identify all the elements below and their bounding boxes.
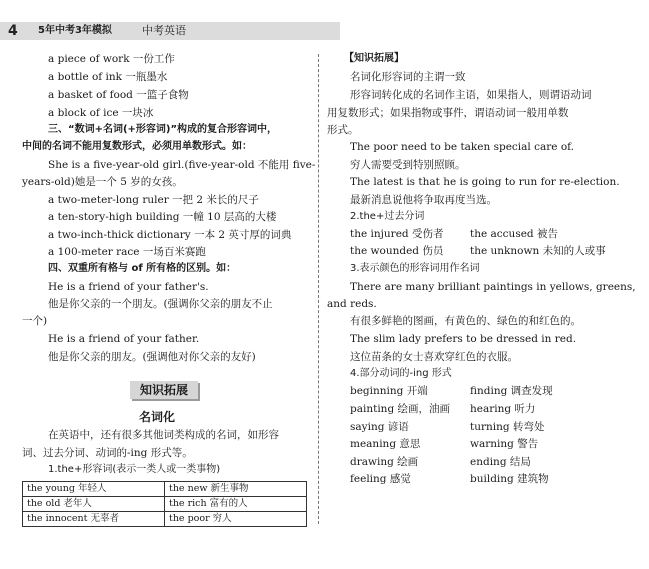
- rule-heading-3-cont: 中间的名词不能用复数形式，必须用单数形式。如：: [22, 141, 252, 152]
- term-item: the wounded 伤员: [350, 245, 444, 257]
- term-item: beginning 开端: [350, 385, 428, 397]
- rule-2: 2.the+过去分词: [350, 211, 425, 222]
- table-cell: the old 老年人: [23, 497, 165, 512]
- example-sentence: She is a five-year-old girl.(five-year-old 不能用 five-: [48, 159, 316, 171]
- series-title: 5年中考3年模拟: [38, 25, 112, 36]
- example-sentence: There are many brilliant paintings in yellows, greens,: [350, 281, 636, 293]
- table-row: [23, 482, 307, 497]
- text-line: 形容词转化成的名词作主语，如果指人，则谓语动词: [350, 89, 592, 101]
- term-item: warning 警告: [470, 438, 539, 450]
- table-cell: the poor 穷人: [165, 512, 307, 527]
- paragraph-line: 在英语中，还有很多其他词类构成的名词，如形容: [48, 429, 279, 441]
- text-line: a basket of food 一篮子食物: [48, 89, 189, 101]
- text-line: 用复数形式；如果指物或事件，谓语动词一般用单数: [327, 107, 569, 119]
- term-item: the injured 受伤者: [350, 228, 444, 240]
- term-item: drawing 绘画: [350, 456, 419, 468]
- term-item: ending 结局: [470, 456, 531, 468]
- example-translation: 他是你父亲的朋友。(强调他对你父亲的友好): [48, 351, 256, 363]
- example-sentence: The latest is that he is going to run for re-election.: [350, 176, 620, 188]
- example-translation: 有很多鲜艳的图画，有黄色的、绿色的和红色的。: [350, 315, 581, 327]
- term-item: hearing 听力: [470, 403, 536, 415]
- term-item: saying 谚语: [350, 421, 409, 433]
- example-sentence-cont: and reds.: [327, 298, 377, 310]
- rule-4: 4.部分动词的-ing 形式: [350, 368, 452, 379]
- knowledge-heading: 【知识拓展】: [344, 53, 404, 64]
- examples-table: [22, 481, 307, 527]
- table-cell: the young 年轻人: [23, 482, 165, 497]
- text-line: 形式。: [327, 124, 359, 136]
- rule-3: 3.表示颜色的形容词用作名词: [350, 263, 480, 274]
- text-line: a 100-meter race 一场百米赛跑: [48, 246, 206, 258]
- text-line: a two-meter-long ruler 一把 2 米长的尺子: [48, 194, 259, 206]
- example-translation: 这位苗条的女士喜欢穿红色的衣服。: [350, 351, 518, 363]
- example-translation: 最新消息说他将争取再度当选。: [350, 194, 497, 206]
- term-item: turning 转弯处: [470, 421, 545, 433]
- section-title: 知识拓展: [139, 383, 188, 397]
- table-cell: the innocent 无辜者: [23, 512, 165, 527]
- example-translation: 穷人需要受到特别照顾。: [350, 159, 466, 171]
- example-sentence: He is a friend of your father.: [48, 333, 200, 345]
- table-row: [23, 497, 307, 512]
- term-item: the accused 被告: [470, 228, 558, 240]
- rule-heading-3: 三、“数词+名词(+形容词)”构成的复合形容词中，: [48, 124, 278, 135]
- term-item: feeling 感觉: [350, 473, 411, 485]
- example-translation: years-old)她是一个 5 岁的女孩。: [22, 176, 183, 188]
- text-line: a piece of work 一份工作: [48, 53, 175, 65]
- text-line: a ten-story-high building 一幢 10 层高的大楼: [48, 211, 277, 223]
- subtitle: 名词化: [139, 410, 176, 424]
- term-item: meaning 意思: [350, 438, 421, 450]
- text-line: a two-inch-thick dictionary 一本 2 英寸厚的词典: [48, 229, 292, 241]
- table-row: [23, 512, 307, 527]
- text-line: a bottle of ink 一瓶墨水: [48, 71, 168, 83]
- example-translation: 他是你父亲的一个朋友。(强调你父亲的朋友不止: [48, 298, 273, 310]
- page-number: 4: [8, 23, 18, 39]
- table-cell: the rich 富有的人: [165, 497, 307, 512]
- example-sentence: The poor need to be taken special care of.: [350, 141, 574, 153]
- rule-1: 1.the+形容词(表示一类人或一类事物): [48, 464, 221, 475]
- page-header: [0, 22, 649, 40]
- term-item: the unknown 未知的人或事: [470, 245, 606, 257]
- text-line: 名词化形容词的主谓一致: [350, 71, 466, 83]
- example-sentence: He is a friend of your father's.: [48, 281, 209, 293]
- example-translation-cont: 一个): [22, 315, 48, 327]
- paragraph-line: 词、过去分词、动词的-ing 形式等。: [22, 447, 193, 459]
- term-item: finding 调查发现: [470, 385, 553, 397]
- table-cell: the new 新生事物: [165, 482, 307, 497]
- rule-heading-4: 四、双重所有格与 of 所有格的区别。如：: [48, 263, 237, 274]
- term-item: painting 绘画，油画: [350, 403, 451, 415]
- section-title-box: [130, 381, 198, 399]
- subject-title: 中考英语: [142, 24, 186, 37]
- example-sentence: The slim lady prefers to be dressed in red.: [350, 333, 577, 345]
- text-line: a block of ice 一块冰: [48, 107, 154, 119]
- column-divider: [318, 54, 319, 524]
- term-item: building 建筑物: [470, 473, 549, 485]
